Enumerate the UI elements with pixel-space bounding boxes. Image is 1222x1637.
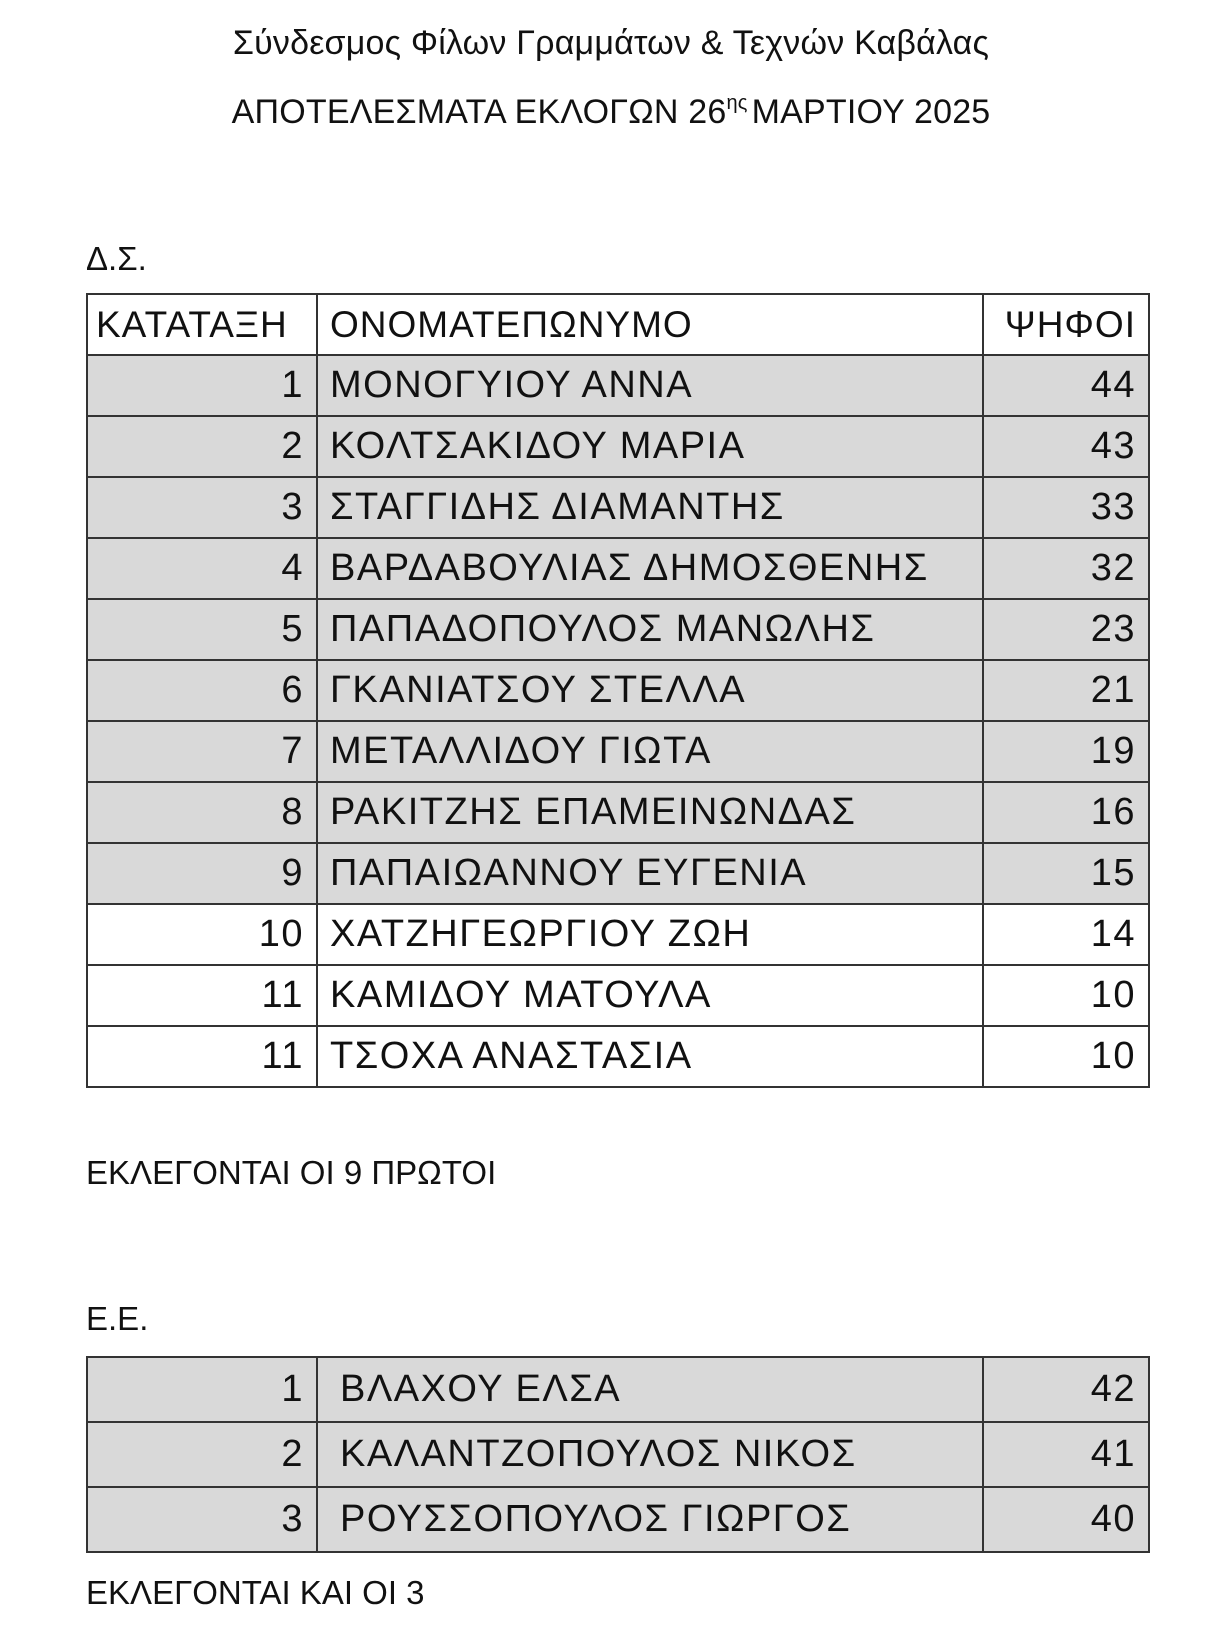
name-cell: ΣΤΑΓΓΙΔΗΣ ΔΙΑΜΑΝΤΗΣ <box>317 477 983 538</box>
table-row <box>87 1422 1149 1487</box>
votes-cell: 10 <box>983 965 1149 1026</box>
board-elected-note: ΕΚΛΕΓΟΝΤΑΙ ΟΙ 9 ΠΡΩΤΟΙ <box>86 1154 497 1191</box>
name-cell: ΤΣΟΧΑ ΑΝΑΣΤΑΣΙΑ <box>317 1026 983 1087</box>
table-row <box>87 965 1149 1026</box>
name-cell: ΠΑΠΑΙΩΑΝΝΟΥ ΕΥΓΕΝΙΑ <box>317 843 983 904</box>
audit-results-table <box>86 1356 1150 1553</box>
name-cell: ΒΛΑΧΟΥ ΕΛΣΑ <box>317 1357 983 1422</box>
table-row <box>87 538 1149 599</box>
rank-cell: 6 <box>87 660 317 721</box>
rank-cell: 10 <box>87 904 317 965</box>
table-row <box>87 1357 1149 1422</box>
votes-cell: 32 <box>983 538 1149 599</box>
column-header-name: ΟΝΟΜΑΤΕΠΩΝΥΜΟ <box>317 294 983 355</box>
rank-cell: 8 <box>87 782 317 843</box>
name-cell: ΡΟΥΣΣΟΠΟΥΛΟΣ ΓΙΩΡΓΟΣ <box>317 1487 983 1552</box>
votes-cell: 23 <box>983 599 1149 660</box>
votes-cell: 43 <box>983 416 1149 477</box>
board-section-label: Δ.Σ. <box>86 240 147 277</box>
rank-cell: 1 <box>87 355 317 416</box>
name-cell: ΚΑΛΑΝΤΖΟΠΟΥΛΟΣ ΝΙΚΟΣ <box>317 1422 983 1487</box>
votes-cell: 21 <box>983 660 1149 721</box>
table-row <box>87 782 1149 843</box>
rank-cell: 11 <box>87 965 317 1026</box>
rank-cell: 1 <box>87 1357 317 1422</box>
votes-cell: 44 <box>983 355 1149 416</box>
title-ordinal-suffix: ης <box>726 92 748 114</box>
votes-cell: 42 <box>983 1357 1149 1422</box>
votes-cell: 33 <box>983 477 1149 538</box>
name-cell: ΠΑΠΑΔΟΠΟΥΛΟΣ ΜΑΝΩΛΗΣ <box>317 599 983 660</box>
organization-title: Σύνδεσμος Φίλων Γραμμάτων & Τεχνών Καβάλας <box>232 24 990 62</box>
title-suffix: ΜΑΡΤΙΟΥ 2025 <box>751 93 991 131</box>
votes-cell: 14 <box>983 904 1149 965</box>
audit-elected-note: ΕΚΛΕΓΟΝΤΑΙ ΚΑΙ ΟΙ 3 <box>86 1574 425 1611</box>
rank-cell: 2 <box>87 1422 317 1487</box>
table-row <box>87 416 1149 477</box>
elections-title <box>0 92 1222 132</box>
votes-cell: 15 <box>983 843 1149 904</box>
rank-cell: 11 <box>87 1026 317 1087</box>
table-row <box>87 1487 1149 1552</box>
rank-cell: 4 <box>87 538 317 599</box>
table-row <box>87 355 1149 416</box>
column-header-rank: ΚΑΤΑΤΑΞΗ <box>87 294 317 355</box>
title-prefix: ΑΠΟΤΕΛΕΣΜΑΤΑ ΕΚΛΟΓΩΝ 26 <box>231 93 727 131</box>
board-results-table <box>86 293 1150 1088</box>
name-cell: ΡΑΚΙΤΖΗΣ ΕΠΑΜΕΙΝΩΝΔΑΣ <box>317 782 983 843</box>
votes-cell: 19 <box>983 721 1149 782</box>
table-row <box>87 660 1149 721</box>
name-cell: ΜΟΝΟΓΥΙΟΥ ΑΝΝΑ <box>317 355 983 416</box>
column-header-votes: ΨΗΦΟΙ <box>983 294 1149 355</box>
table-row <box>87 477 1149 538</box>
audit-section-label: Ε.Ε. <box>86 1300 149 1337</box>
table-row <box>87 843 1149 904</box>
rank-cell: 5 <box>87 599 317 660</box>
name-cell: ΜΕΤΑΛΛΙΔΟΥ ΓΙΩΤΑ <box>317 721 983 782</box>
name-cell: ΓΚΑΝΙΑΤΣΟΥ ΣΤΕΛΛΑ <box>317 660 983 721</box>
votes-cell: 41 <box>983 1422 1149 1487</box>
name-cell: ΧΑΤΖΗΓΕΩΡΓΙΟΥ ΖΩΗ <box>317 904 983 965</box>
rank-cell: 2 <box>87 416 317 477</box>
votes-cell: 10 <box>983 1026 1149 1087</box>
votes-cell: 16 <box>983 782 1149 843</box>
table-row <box>87 721 1149 782</box>
name-cell: ΚΟΛΤΣΑΚΙΔΟΥ ΜΑΡΙΑ <box>317 416 983 477</box>
table-header-row <box>87 294 1149 355</box>
table-row <box>87 904 1149 965</box>
name-cell: ΒΑΡΔΑΒΟΥΛΙΑΣ ΔΗΜΟΣΘΕΝΗΣ <box>317 538 983 599</box>
votes-cell: 40 <box>983 1487 1149 1552</box>
rank-cell: 3 <box>87 1487 317 1552</box>
rank-cell: 7 <box>87 721 317 782</box>
table-row <box>87 599 1149 660</box>
table-row <box>87 1026 1149 1087</box>
rank-cell: 3 <box>87 477 317 538</box>
rank-cell: 9 <box>87 843 317 904</box>
name-cell: ΚΑΜΙΔΟΥ ΜΑΤΟΥΛΑ <box>317 965 983 1026</box>
